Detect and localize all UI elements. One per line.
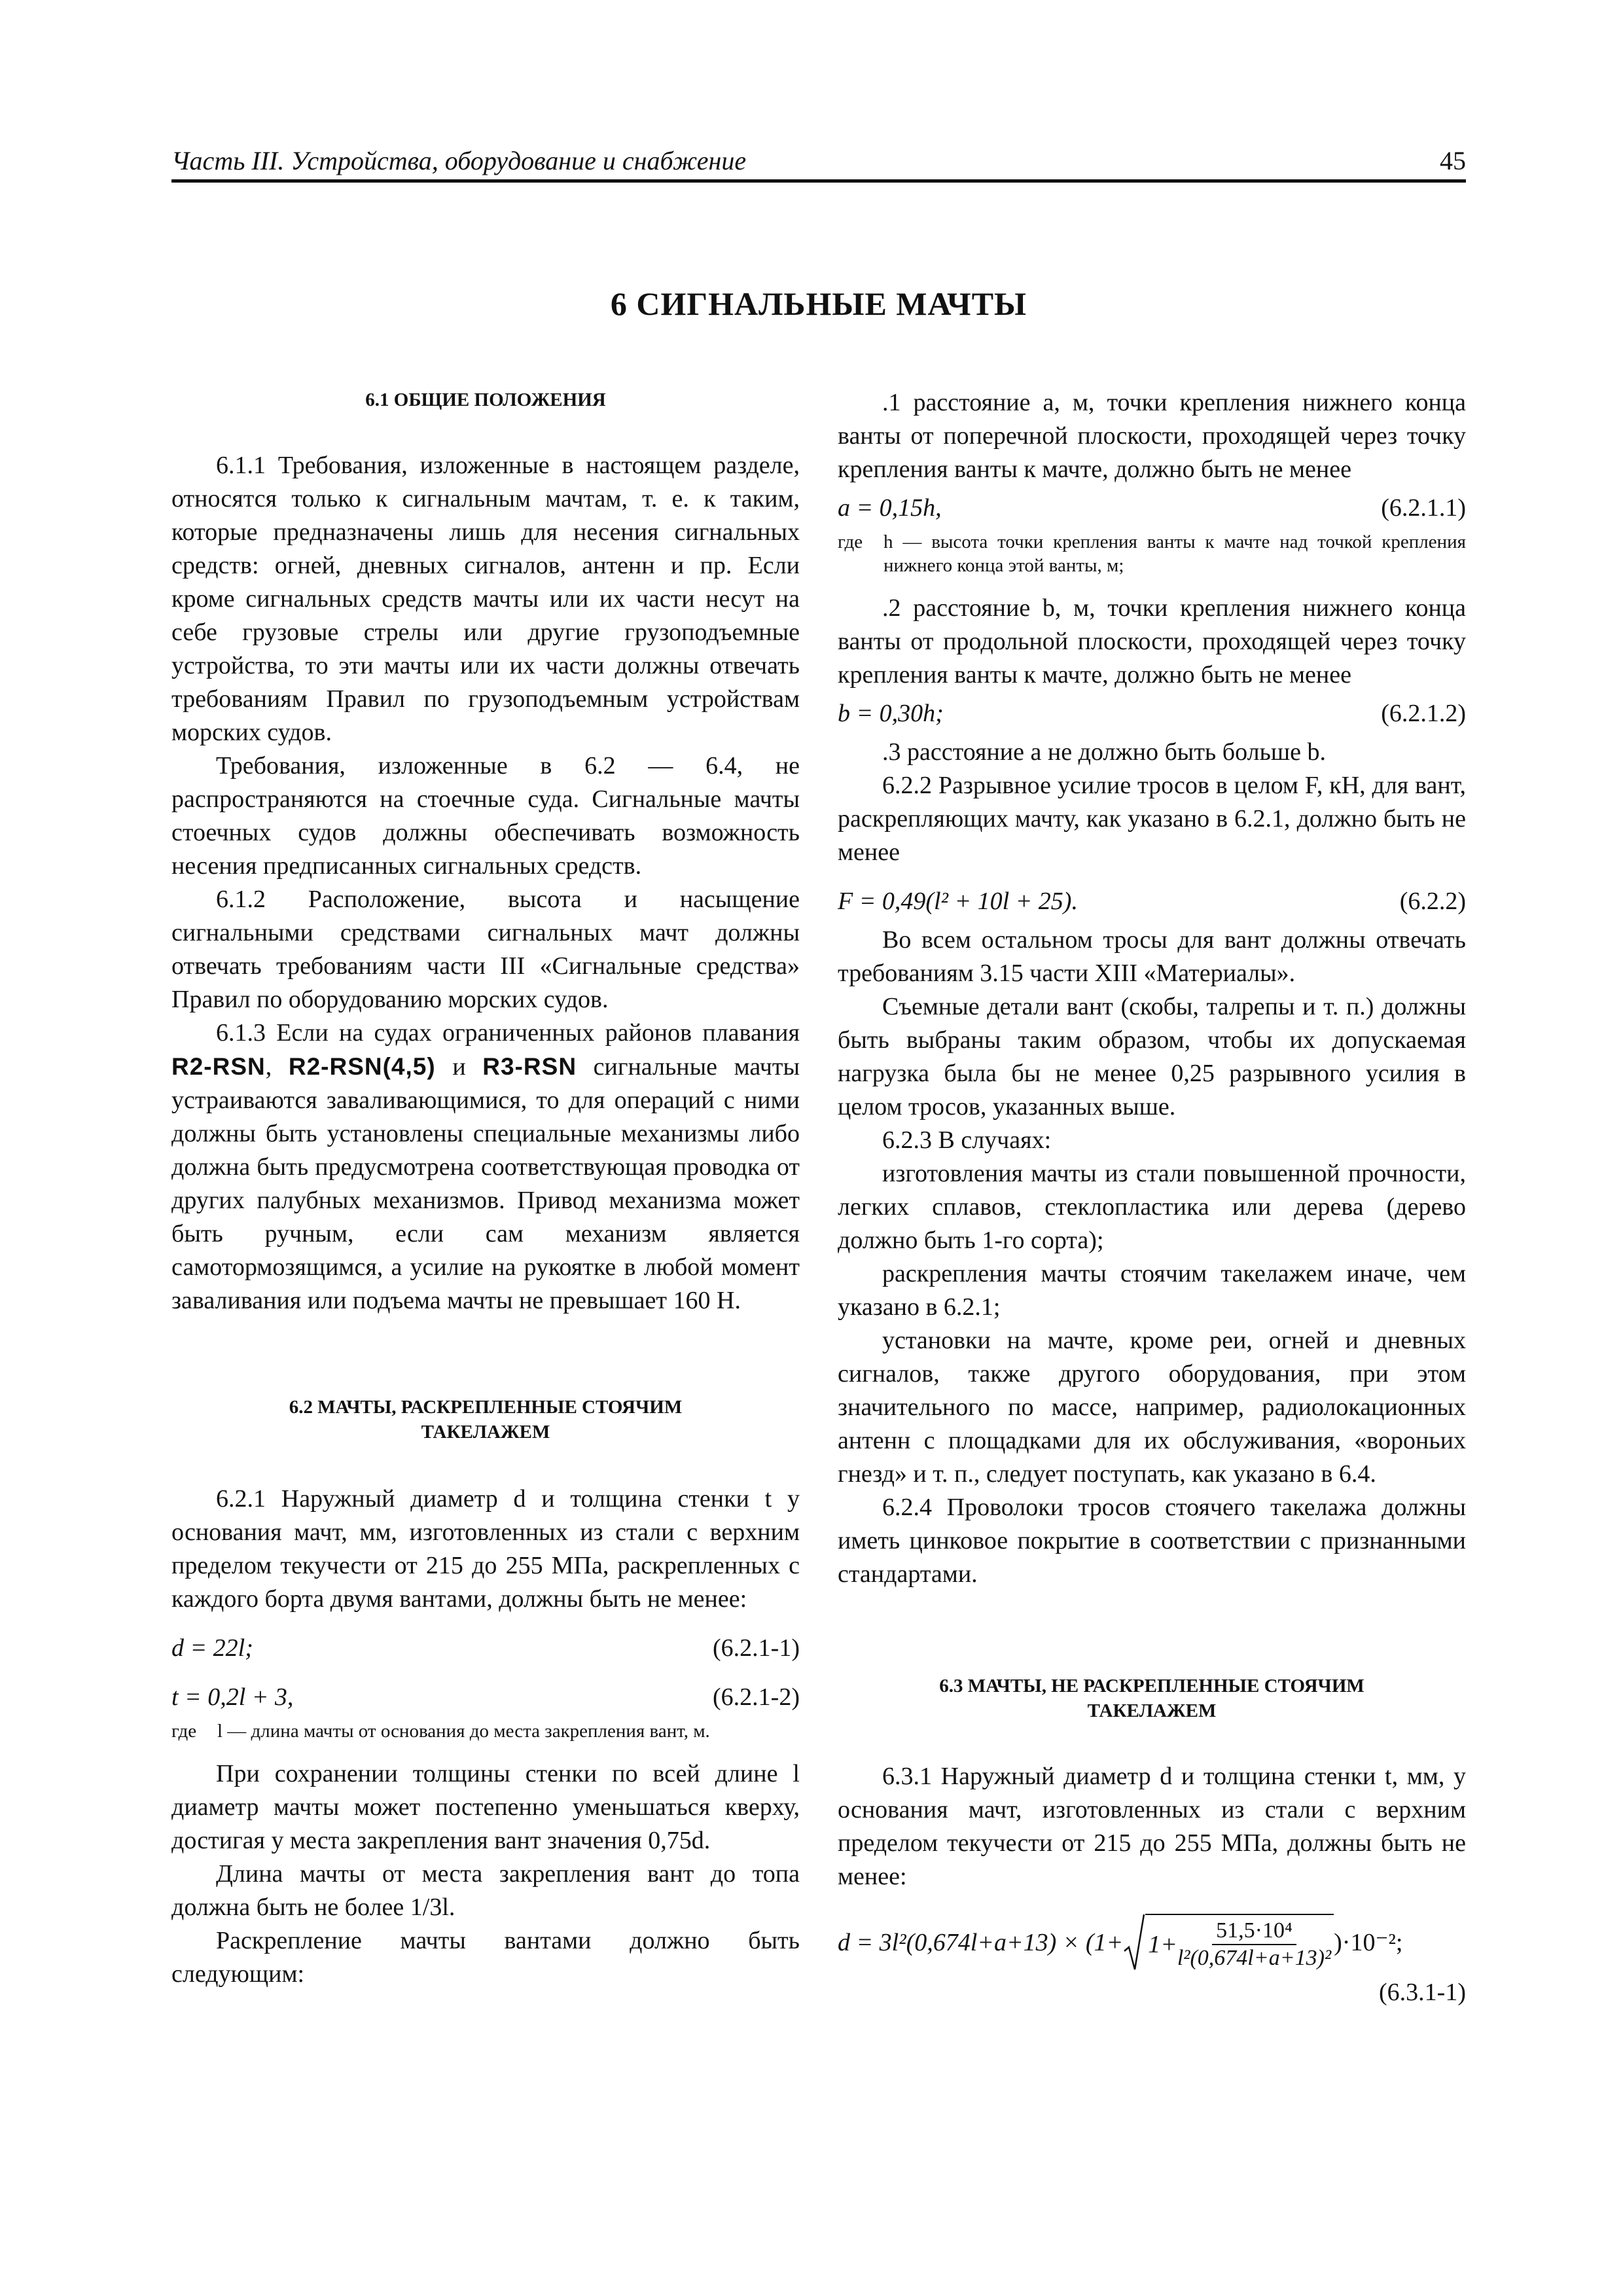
chapter-title: 6 СИГНАЛЬНЫЕ МАЧТЫ [610, 285, 1027, 322]
paragraph-removable-parts: Съемные детали вант (скобы, талрепы и т. п.) должны быть выбраны таким образом, чтобы их допускаемая нагрузка была бы не менее 0,25 разрывного усилия в целом тросов, указанных выше. [838, 993, 1466, 1121]
running-head: Часть III. Устройства, оборудование и снабжение [171, 146, 747, 175]
class-r2-rsn: R2-RSN [171, 1053, 266, 1080]
paragraph-6-1-1: 6.1.1 Требования, изложенные в настоящем разделе, относятся только к сигнальным мачтам, т. е. к таким, которые предназначены лишь для несения сигнальных средств: огней, дневных сигналов, антенн и пр. Если кроме сигнальных средств мачты или их части несут на себе грузовые стрелы или другие грузоподъемные устройства, то эти мачты или их части должны отвечать требованиям Правил по грузоподъемным устройствам морских судов. [171, 452, 800, 746]
formula-expression: d = 22l; [171, 1634, 253, 1662]
formula-6-2-2 [838, 885, 1466, 918]
formula-expression: b = 0,30h; [838, 700, 944, 727]
paragraph-6-2-1: 6.2.1 Наружный диаметр d и толщина стенки t у основания мачт, мм, изготовленных из стали с верхним пределом текучести от 215 до 255 МПа, раскрепленных с каждого борта двумя вантами, должны быть не менее: [171, 1485, 800, 1613]
radical-sign-icon [1123, 1913, 1145, 1972]
paragraph-6-1-3-start: 6.1.3 Если на судах ограниченных районов плавания [216, 1019, 800, 1047]
formula-expression: a = 0,15h, [838, 494, 942, 522]
paragraph-wall-thickness: При сохранении толщины стенки по всей длине l диаметр мачты может постепенно уменьшаться кверху, достигая у места закрепления вант значения 0,75d. [171, 1760, 800, 1854]
formula-number: (6.2.1-1) [713, 1634, 800, 1662]
formula-6-2-1-1 [171, 1632, 800, 1665]
where-note [838, 530, 1466, 577]
paragraph-shrouds: Раскрепление мачты вантами должно быть следующим: [171, 1927, 800, 1988]
class-r2-rsn-4-5: R2-RSN(4,5) [288, 1053, 436, 1080]
paragraph-ropes: Во всем остальном тросы для вант должны отвечать требованиям 3.15 части XIII «Материалы». [838, 926, 1466, 987]
paragraph-6-2-4: 6.2.4 Проволоки тросов стоячего такелажа должны иметь цинковое покрытие в соответствии с признанными стандартами. [838, 1494, 1466, 1588]
formula-6-3-1-1 [838, 1913, 1466, 1972]
formula-expression: F = 0,49(l² + 10l + 25). [838, 888, 1078, 915]
formula-right-part: )·10⁻²; [1334, 1928, 1403, 1956]
paragraph-6-1-3 [171, 1016, 800, 1318]
class-r3-rsn: R3-RSN [482, 1053, 577, 1080]
square-root-body [1145, 1914, 1334, 1971]
conjunction: и [452, 1053, 466, 1081]
paragraph-6-1-3-rest: сигнальные мачты устраиваются заваливающимися, то для операций с ними должны быть установлены специальные механизмы либо должна быть предусмотрена соответствующая проводка от других палубных механизмов. Привод механизма может быть ручным, если сам механизм является самотормозящимся, а усилие на рукоятке в любой момент заваливания или подъема мачты не превышает 160 Н. [171, 1053, 800, 1314]
paragraph-6-2-2: 6.2.2 Разрывное усилие тросов в целом F, кН, для вант, раскрепляющих мачту, как указано в 6.2.1, должно быть не менее [838, 772, 1466, 866]
item-3: .3 расстояние a не должно быть больше b. [882, 738, 1327, 766]
paragraph-mast-length: Длина мачты от места закрепления вант до топа должна быть не более 1/3l. [171, 1860, 800, 1921]
formula-6-2-1-1-a [838, 492, 1466, 525]
denominator: l²(0,674l+a+13)² [1177, 1946, 1332, 1970]
page-number: 45 [1440, 146, 1466, 175]
formula-expression: t = 0,2l + 3, [171, 1683, 294, 1711]
section-6-3-title-line2: ТАКЕЛАЖЕМ [1087, 1700, 1217, 1721]
section-6-2-title-line2: ТАКЕЛАЖЕМ [421, 1422, 550, 1443]
item-2: .2 расстояние b, м, точки крепления нижнего конца ванты от продольной плоскости, проходящей через точку крепления ванты к мачте, должно быть не менее [838, 594, 1466, 689]
item-1: .1 расстояние a, м, точки крепления нижнего конца ванты от поперечной плоскости, проходящей через точку крепления ванты к мачте, должно быть не менее [838, 389, 1466, 483]
formula-number: (6.2.1.1) [1381, 494, 1466, 522]
page-header [171, 145, 1466, 183]
fraction [1177, 1918, 1331, 1971]
right-column [838, 386, 1466, 2009]
paragraph-6-2-3-case-a: изготовления мачты из стали повышенной прочности, легких сплавов, стеклопластика или дерева (дерево должно быть 1-го сорта); [838, 1160, 1466, 1254]
formula-number: (6.2.2) [1399, 888, 1466, 915]
one-plus: 1+ [1148, 1930, 1177, 1958]
where-text: h — высота точки крепления ванты к мачте над точкой крепления нижнего конца этой ванты, м; [883, 531, 1466, 576]
where-label: где [171, 1721, 197, 1742]
section-6-2-title-line1: 6.2 МАЧТЫ, РАСКРЕПЛЕННЫЕ СТОЯЧИМ [289, 1397, 683, 1418]
paragraph-6-3-1: 6.3.1 Наружный диаметр d и толщина стенки t, мм, у основания мачт, изготовленных из стали с верхним пределом текучести от 215 до 255 МПа, должны быть не менее: [838, 1763, 1466, 1890]
paragraph-6-2-3-case-b: раскрепления мачты стоячим такелажем иначе, чем указано в 6.2.1; [838, 1260, 1466, 1321]
section-6-3-title [838, 1674, 1466, 1723]
paragraph-6-1-1-continued: Требования, изложенные в 6.2 — 6.4, не распространяются на стоечные суда. Сигнальные мачты стоечных судов должны обеспечивать возможность несения предписанных сигнальных средств. [171, 752, 800, 880]
square-root [1123, 1913, 1334, 1972]
paragraph-6-2-3-case-c: установки на мачте, кроме реи, огней и дневных сигналов, также другого оборудования, при этом значительного по массе, например, радиолокационных антенн с площадками для их обслуживания, «вороньих гнезд» и т. п., следует поступать, как указано в 6.4. [838, 1327, 1466, 1488]
comma: , [265, 1053, 272, 1081]
formula-number: (6.3.1-1) [1379, 1979, 1466, 2006]
formula-number: (6.2.1-2) [713, 1683, 800, 1711]
formula-6-2-1-2-b [838, 697, 1466, 730]
left-column [171, 386, 800, 1991]
where-label: где [838, 531, 863, 552]
formula-6-2-1-2 [171, 1681, 800, 1714]
section-6-2-title [171, 1395, 800, 1444]
formula-number: (6.2.1.2) [1381, 700, 1466, 727]
paragraph-6-1-2: 6.1.2 Расположение, высота и насыщение сигнальными средствами сигнальных мачт должны отвечать требованиям части III «Сигнальные средства» Правил по оборудованию морских судов. [171, 886, 800, 1013]
where-text: l — длина мачты от основания до места закрепления вант, м. [217, 1721, 710, 1742]
where-note [171, 1719, 800, 1743]
paragraph-6-2-3: 6.2.3 В случаях: [882, 1126, 1052, 1154]
numerator: 51,5·10⁴ [1212, 1918, 1296, 1945]
formula-left-part: d = 3l²(0,674l+a+13) × (1+ [838, 1928, 1124, 1956]
section-6-3-title-line1: 6.3 МАЧТЫ, НЕ РАСКРЕПЛЕННЫЕ СТОЯЧИМ [939, 1676, 1364, 1696]
section-6-1-title: 6.1 ОБЩИЕ ПОЛОЖЕНИЯ [365, 389, 606, 410]
